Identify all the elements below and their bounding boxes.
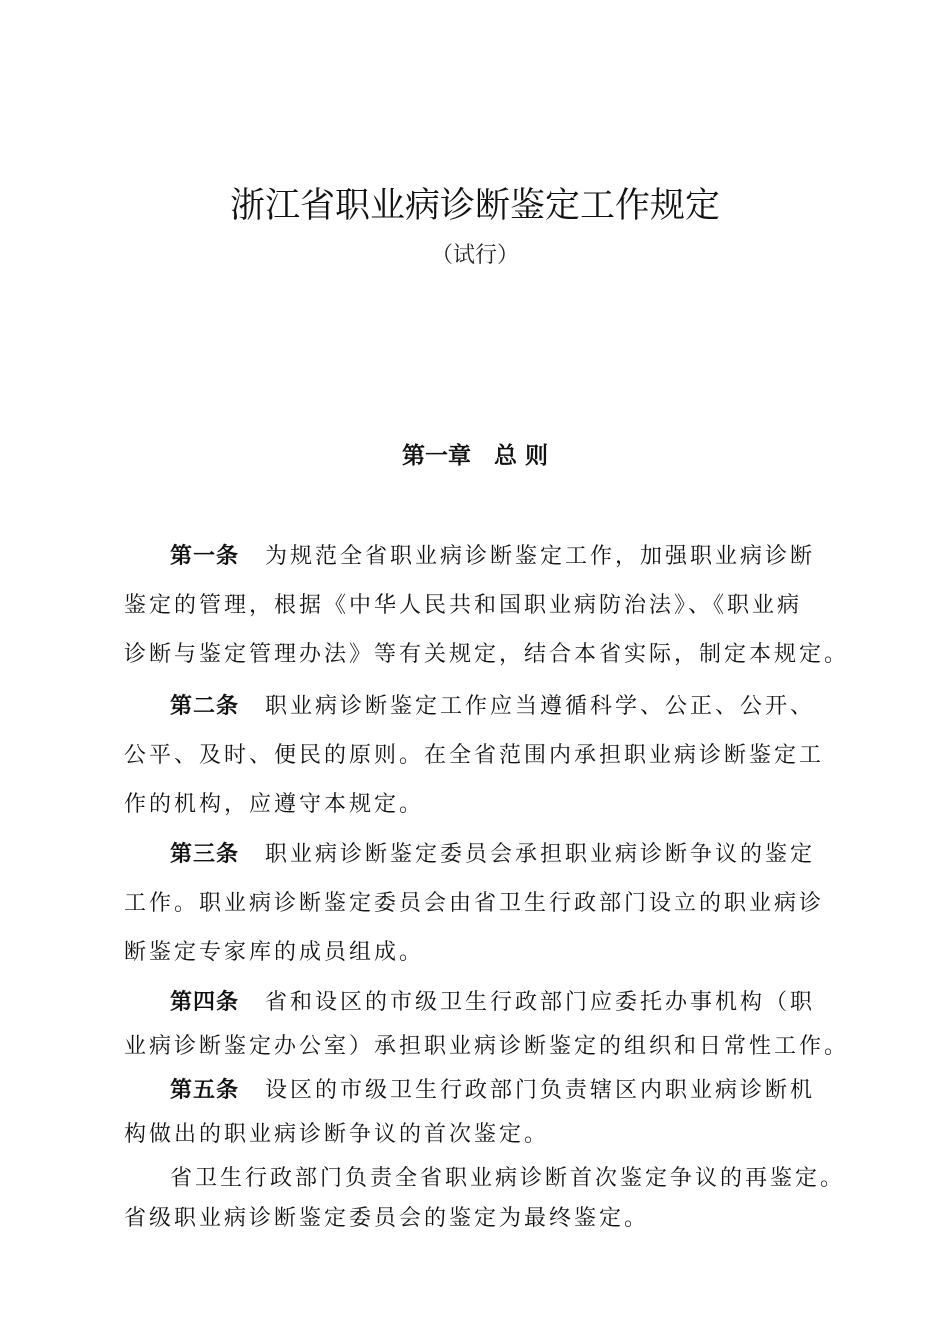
article-2-line-1 <box>170 689 910 720</box>
article-number: 第一条 <box>170 544 240 569</box>
article-1-line-3: 诊断与鉴定管理办法》等有关规定，结合本省实际，制定本规定。 <box>124 642 850 667</box>
article-1-line-2: 鉴定的管理，根据《中华人民共和国职业病防治法》、《职业病 <box>124 593 803 618</box>
chapter-heading: 第一章 总 则 <box>401 443 548 469</box>
paragraph-line-1: 省卫生行政部门负责全省职业病诊断首次鉴定争议的再鉴定。 <box>170 1166 846 1191</box>
article-text: 设区的市级卫生行政部门负责辖区内职业病诊断机 <box>265 1078 816 1103</box>
paragraph-line-2: 省级职业病诊断鉴定委员会的鉴定为最终鉴定。 <box>124 1206 650 1231</box>
article-number: 第二条 <box>170 694 240 719</box>
article-4-line-1 <box>170 985 910 1016</box>
article-3-line-3: 断鉴定专家库的成员组成。 <box>124 940 425 965</box>
article-1-line-1 <box>170 539 910 570</box>
document-title: 浙江省职业病诊断鉴定工作规定 <box>229 186 720 226</box>
article-text: 为规范全省职业病诊断鉴定工作，加强职业病诊断 <box>265 544 816 569</box>
article-4-line-2: 业病诊断鉴定办公室）承担职业病诊断鉴定的组织和日常性工作。 <box>124 1034 850 1059</box>
document-subtitle: （试行） <box>430 243 519 268</box>
article-number: 第五条 <box>170 1078 240 1103</box>
article-number: 第三条 <box>170 842 240 867</box>
article-number: 第四条 <box>170 990 240 1015</box>
article-text: 职业病诊断鉴定委员会承担职业病诊断争议的鉴定 <box>265 842 816 867</box>
article-5-line-1 <box>170 1073 910 1104</box>
article-3-line-1 <box>170 837 910 868</box>
article-5-line-2: 构做出的职业病诊断争议的首次鉴定。 <box>124 1122 550 1147</box>
article-2-line-3: 作的机构，应遵守本规定。 <box>124 792 425 817</box>
article-text: 职业病诊断鉴定工作应当遵循科学、公正、公开、 <box>265 694 816 719</box>
article-3-line-2: 工作。职业病诊断鉴定委员会由省卫生行政部门设立的职业病诊 <box>124 891 825 916</box>
article-2-line-2: 公平、及时、便民的原则。在全省范围内承担职业病诊断鉴定工 <box>124 743 825 768</box>
article-text: 省和设区的市级卫生行政部门应委托办事机构（职 <box>265 990 816 1015</box>
